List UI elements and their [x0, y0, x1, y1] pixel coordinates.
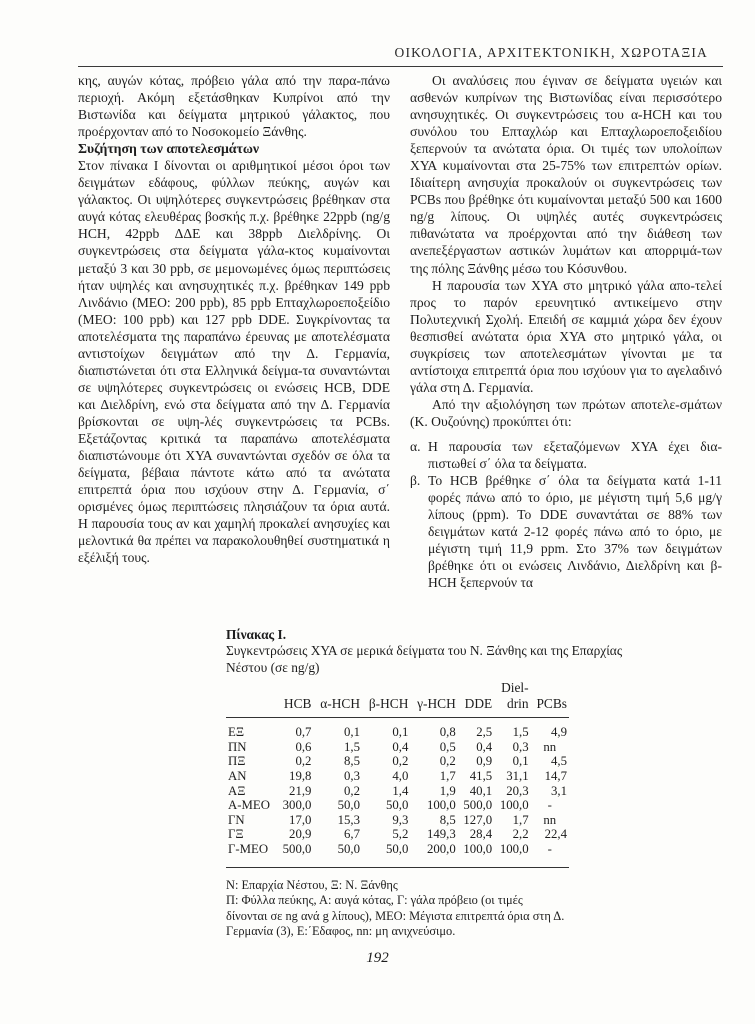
table-cell: nn	[543, 739, 557, 754]
list-marker: β.	[410, 473, 421, 489]
table-cell: 0,2	[392, 754, 409, 769]
table-header-dde: DDE	[458, 696, 494, 718]
table-header-gamma-hch: γ-HCH	[410, 696, 457, 718]
table-cell: 50,0	[362, 842, 410, 867]
table-cell: 20,9	[289, 827, 312, 842]
table-cell: 2,5	[476, 725, 493, 740]
row-label: ΓΞ	[228, 827, 244, 842]
table-header-cell	[531, 680, 569, 696]
table-cell: 3,1	[551, 783, 567, 798]
table-cell: nn	[543, 812, 557, 827]
page-number: 192	[366, 950, 389, 966]
table-header-hcb: HCB	[277, 696, 313, 718]
table-cell: 14,7	[544, 769, 567, 783]
paragraph-breast-milk: Η παρουσία των ΧΥΑ στο μητρικό γάλα απο-τελεί προς το παρόν ερευνητικό αντικείμενο στην Πολυτεχνική Σχολή. Επειδή σε καμμιά χώρα δεν έχουν θεσπισθεί ανώτατα όρια ΧΥΑ στο μητρικό γάλα, οι συγκρίσεις των αποτελεσμάτων γίνονται με τα αντίστοιχα επιτρεπτά όρια που ισχύουν για το αγελαδινό γάλα στη Δ. Γερμανία.	[410, 277, 722, 395]
table-cell: 8,5	[344, 754, 361, 769]
table-cell: 0,3	[344, 769, 361, 783]
table-cell: 0,1	[392, 725, 409, 740]
table-cell: 19,8	[289, 769, 312, 783]
table-note: Ν: Επαρχία Νέστου, Ξ: Ν. Ξάνθης	[226, 877, 398, 892]
table-header-cell	[362, 680, 410, 696]
table-cell: 0,1	[344, 725, 361, 740]
table-cell: 22,4	[544, 827, 567, 842]
table-cell: 0,4	[476, 739, 493, 754]
list-item-text: Το HCB βρέθηκε σ΄ όλα τα δείγματα κατά 1-11 φορές πάνω από το όριο, με μέγιστη τιμή 5,6 μg/γ λίπους (ppm). Το DDE συναντάται σε 88% των δειγμάτων κατά 2-12 φορές πάνω από το όριο, με μέγιστη τιμή 11,9 ppm. Στο 37% των δειγμάτων βρέθηκε ότι οι ενώσεις Λινδάνιο, Διελδρίνη και β-HCH ξεπερνούν τα	[428, 473, 722, 591]
table-cell: 2,2	[512, 827, 529, 842]
table-cell: 20,3	[506, 783, 529, 798]
table-cell: 0,3	[512, 739, 529, 754]
row-label: Γ-ΜΕΟ	[226, 842, 277, 867]
row-label: ΑΝ	[228, 769, 247, 783]
table-row	[226, 718, 569, 740]
table-cell: 100,0	[426, 798, 456, 813]
table-cell: 500,0	[277, 842, 313, 867]
table-header-pcbs: PCBs	[531, 696, 569, 718]
header-rule	[78, 66, 723, 67]
paragraph-carp-analysis: Οι αναλύσεις που έγιναν σε δείγματα υγειών και ασθενών κυπρίνων της Βιστωνίδας είναι περισσότερο ανησυχητικές. Οι συγκεντρώσεις του α-HCH και του συνόλου του Επταχλώρ και Επταχλωροεποξειδίου ξεπερνούν τα ανώτατα όρια. Οι τιμές των υπολοίπων ΧΥΑ κυμαίνονται στα 25-75% των επιτρεπτών ορίων. Ιδιαίτερη ανησυχία προκαλούν οι συγκεντρώσεις των PCBs που βρέθηκε ότι κυμαίνονται μεταξύ 500 και 1600 ng/g λίπους. Οι υψηλές αυτές συγκεντρώσεις πιθανώτατα να προέρχονται από την διάθεση των ανεπεξέργαστων αστικών λυμάτων και απορριμά-των της πόλης Ξάνθης μέσω του Κόσυνθου.	[410, 73, 722, 276]
table-header-dieldrin: drin	[494, 696, 530, 718]
table-cell: 127,0	[463, 812, 493, 827]
table-cell: -	[531, 842, 569, 867]
discussion-paragraph: Στον πίνακα Ι δίνονται οι αριθμητικοί μέσοι όροι των δειγμάτων εδάφους, φύλλων πεύκης, αυγών και γάλακτος. Οι υψηλότερες συγκεντρώσεις βρέθηκαν στα αυγά κότας ελευθέρας βοσκής π.χ. βρέθηκε 22ppb (ng/g HCH, 42ppb ΔΔΕ και 38ppb Διελδρίνης. Οι συγκεντρώσεις στα δείγματα γάλα-κτος κυμαίνονται μεταξύ 3 και 30 ppb, σε μεμονωμένες όμως περιπτώσεις ήταν υψηλές και ανησυχητικές π.χ. βρέθηκαν 149 ppb Λινδάνιο (ΜΕΟ: 200 ppb), 85 ppb Επταχλωροεποξείδιο (ΜΕΟ: 100 ppb) και 127 ppb DDE. Συγκρίνοντας τα αποτελέσματα της παραπάνω έρευνας με αποτελέσματα αντιστοίχων δειγμάτων από την Δ. Γερμανία, διαπιστώνεται ότι στα Ελληνικά δείγμα-τα συναντώνται σε υψηλότερες συγκεντρώσεις οι ενώσεις HCB, DDE και Διελδρίνη, ενώ στα δείγματα από την Δ. Γερμανία βρίσκονται σε υψη-λές συγκεντρώσεις τα PCBs. Εξετάζοντας κριτικά τα παραπάνω αποτελέσματα διαπιστώνουμε ότι ΧΥΑ συναντώνται σχεδόν σε όλα τα δείγματα, βέβαια πάντοτε κάτω από τα ανώτατα επιτρεπτά όρια που ισχύουν στην Δ. Γερμανία, σ΄ ορισμένες όμως περιπτώσεις πλησιάζουν τα όρια αυτά. Η παρουσία τους αν και χαμηλή προκαλεί ανησυχίες και μελοντικά θα πρέπει να παρακολουθηθεί συστηματικά η εξέλιξή τους.	[78, 158, 390, 566]
intro-paragraph: κης, αυγών κότας, πρόβειο γάλα από την παρα-πάνω περιοχή. Ακόμη εξετάσθηκαν Κυπρίνοι από την Βιστωνίδα και δείγματα μητρικού γάλακτος, που προέρχονταν από το Νοσοκομείο Ξάνθης.	[78, 73, 390, 140]
table-cell: 21,9	[289, 783, 312, 798]
right-column	[410, 72, 722, 591]
table-cell: 6,7	[344, 827, 361, 842]
table-cell: 4,9	[551, 725, 567, 740]
table-cell: 8,5	[439, 812, 456, 827]
table-cell: 200,0	[410, 842, 457, 867]
list-item-text: Η παρουσία των εξεταζόμενων ΧΥΑ έχει δια-πιστωθεί σ΄ όλα τα δείγματα.	[428, 438, 722, 472]
table-row	[226, 769, 569, 784]
table-cell: 5,2	[392, 827, 409, 842]
table-cell: 0,5	[439, 739, 456, 754]
table-cell: 50,0	[385, 798, 409, 813]
table-row	[226, 842, 569, 867]
table-cell: 4,5	[551, 754, 567, 769]
table-header-beta-hch: β-HCH	[362, 696, 410, 718]
table-title: Πίνακας Ι.	[226, 627, 287, 642]
row-label: ΠΝ	[228, 739, 247, 754]
row-label: Α-ΜΕΟ	[228, 798, 270, 813]
table-row	[226, 827, 569, 842]
table-cell: 9,3	[392, 812, 409, 827]
table-cell: 50,0	[337, 798, 361, 813]
table-cell: 40,1	[469, 783, 493, 798]
table-cell: 1,5	[344, 739, 361, 754]
table-cell: 1,7	[512, 812, 529, 827]
section-title: Συζήτηση των αποτελεσμάτων	[78, 141, 260, 157]
table-row	[226, 798, 569, 813]
table-cell: 0,9	[476, 754, 493, 769]
table-header-cell: Diel-	[501, 680, 529, 696]
table-notes	[226, 878, 566, 940]
table-cell: 0,6	[295, 739, 312, 754]
row-label: ΓΝ	[228, 812, 245, 827]
table-row	[226, 784, 569, 799]
spacer	[410, 430, 722, 438]
table-header-cell	[458, 680, 494, 696]
list-marker: α.	[410, 438, 421, 454]
table-cell: 100,0	[499, 798, 529, 813]
row-label: ΑΞ	[228, 783, 246, 798]
table-row	[226, 754, 569, 769]
left-column	[78, 72, 390, 566]
table-note: Π: Φύλλα πεύκης, Α: αυγά κότας, Γ: γάλα πρόβειο (οι τιμές δίνονται σε ng ανά g λίπους), ΜΕΟ: Μέγιστα επιτρεπτά όρια στη Δ. Γερμανία (3), Ε:΄Εδαφος, nn: μη ανιχνεύσιμο.	[226, 893, 565, 939]
table-row	[226, 740, 569, 755]
table-header-cell	[313, 680, 362, 696]
paragraph-evaluation: Από την αξιολόγηση των πρώτων αποτελε-σμάτων (Κ. Ουζούνης) προκύπτει ότι:	[410, 396, 722, 429]
table-cell: 1,7	[439, 769, 456, 783]
table-block	[226, 627, 623, 940]
table-cell: -	[547, 798, 552, 813]
table-header-cell	[277, 680, 313, 696]
row-label: ΕΞ	[228, 725, 245, 740]
table-cell: 0,4	[392, 739, 409, 754]
running-head-text: ΟΙΚΟΛΟΓΙΑ, ΑΡΧΙΤΕΚΤΟΝΙΚΗ, ΧΩΡΟΤΑΞΙΑ	[394, 45, 708, 60]
table-cell: 1,4	[392, 783, 409, 798]
table-row	[226, 813, 569, 828]
running-head	[76, 45, 722, 61]
table-cell: 28,4	[469, 827, 493, 842]
table-cell: 500,0	[463, 798, 493, 813]
table-cell: 4,0	[392, 769, 409, 783]
table-cell: 0,2	[439, 754, 456, 769]
table-cell: 100,0	[458, 842, 494, 867]
table-cell: 1,9	[439, 783, 456, 798]
table-cell: 15,3	[337, 812, 361, 827]
table-caption: Συγκεντρώσεις ΧΥΑ σε μερικά δείγματα του Ν. Ξάνθης και της Επαρχίας Νέστου (σε ng/g)	[226, 643, 623, 675]
table-header-alpha-hch: α-HCH	[313, 696, 362, 718]
table-cell: 100,0	[494, 842, 530, 867]
table-header-cell	[226, 696, 277, 718]
list-item-alpha	[410, 438, 722, 472]
table-cell: 0,2	[295, 754, 312, 769]
table-header-cell	[226, 680, 277, 696]
row-label: ΠΞ	[228, 754, 246, 769]
table-cell: 300,0	[282, 798, 312, 813]
table-header-cell	[410, 680, 457, 696]
concentration-table	[226, 680, 569, 867]
table-cell: 149,3	[426, 827, 456, 842]
table-cell: 31,1	[506, 769, 529, 783]
table-cell: 0,8	[439, 725, 456, 740]
table-cell: 50,0	[313, 842, 362, 867]
table-cell: 17,0	[289, 812, 312, 827]
table-cell: 0,2	[344, 783, 361, 798]
table-cell: 0,7	[295, 725, 312, 740]
table-cell: 0,1	[512, 754, 529, 769]
list-item-beta	[410, 472, 722, 591]
table-cell: 41,5	[469, 769, 493, 783]
table-cell: 1,5	[512, 725, 529, 740]
